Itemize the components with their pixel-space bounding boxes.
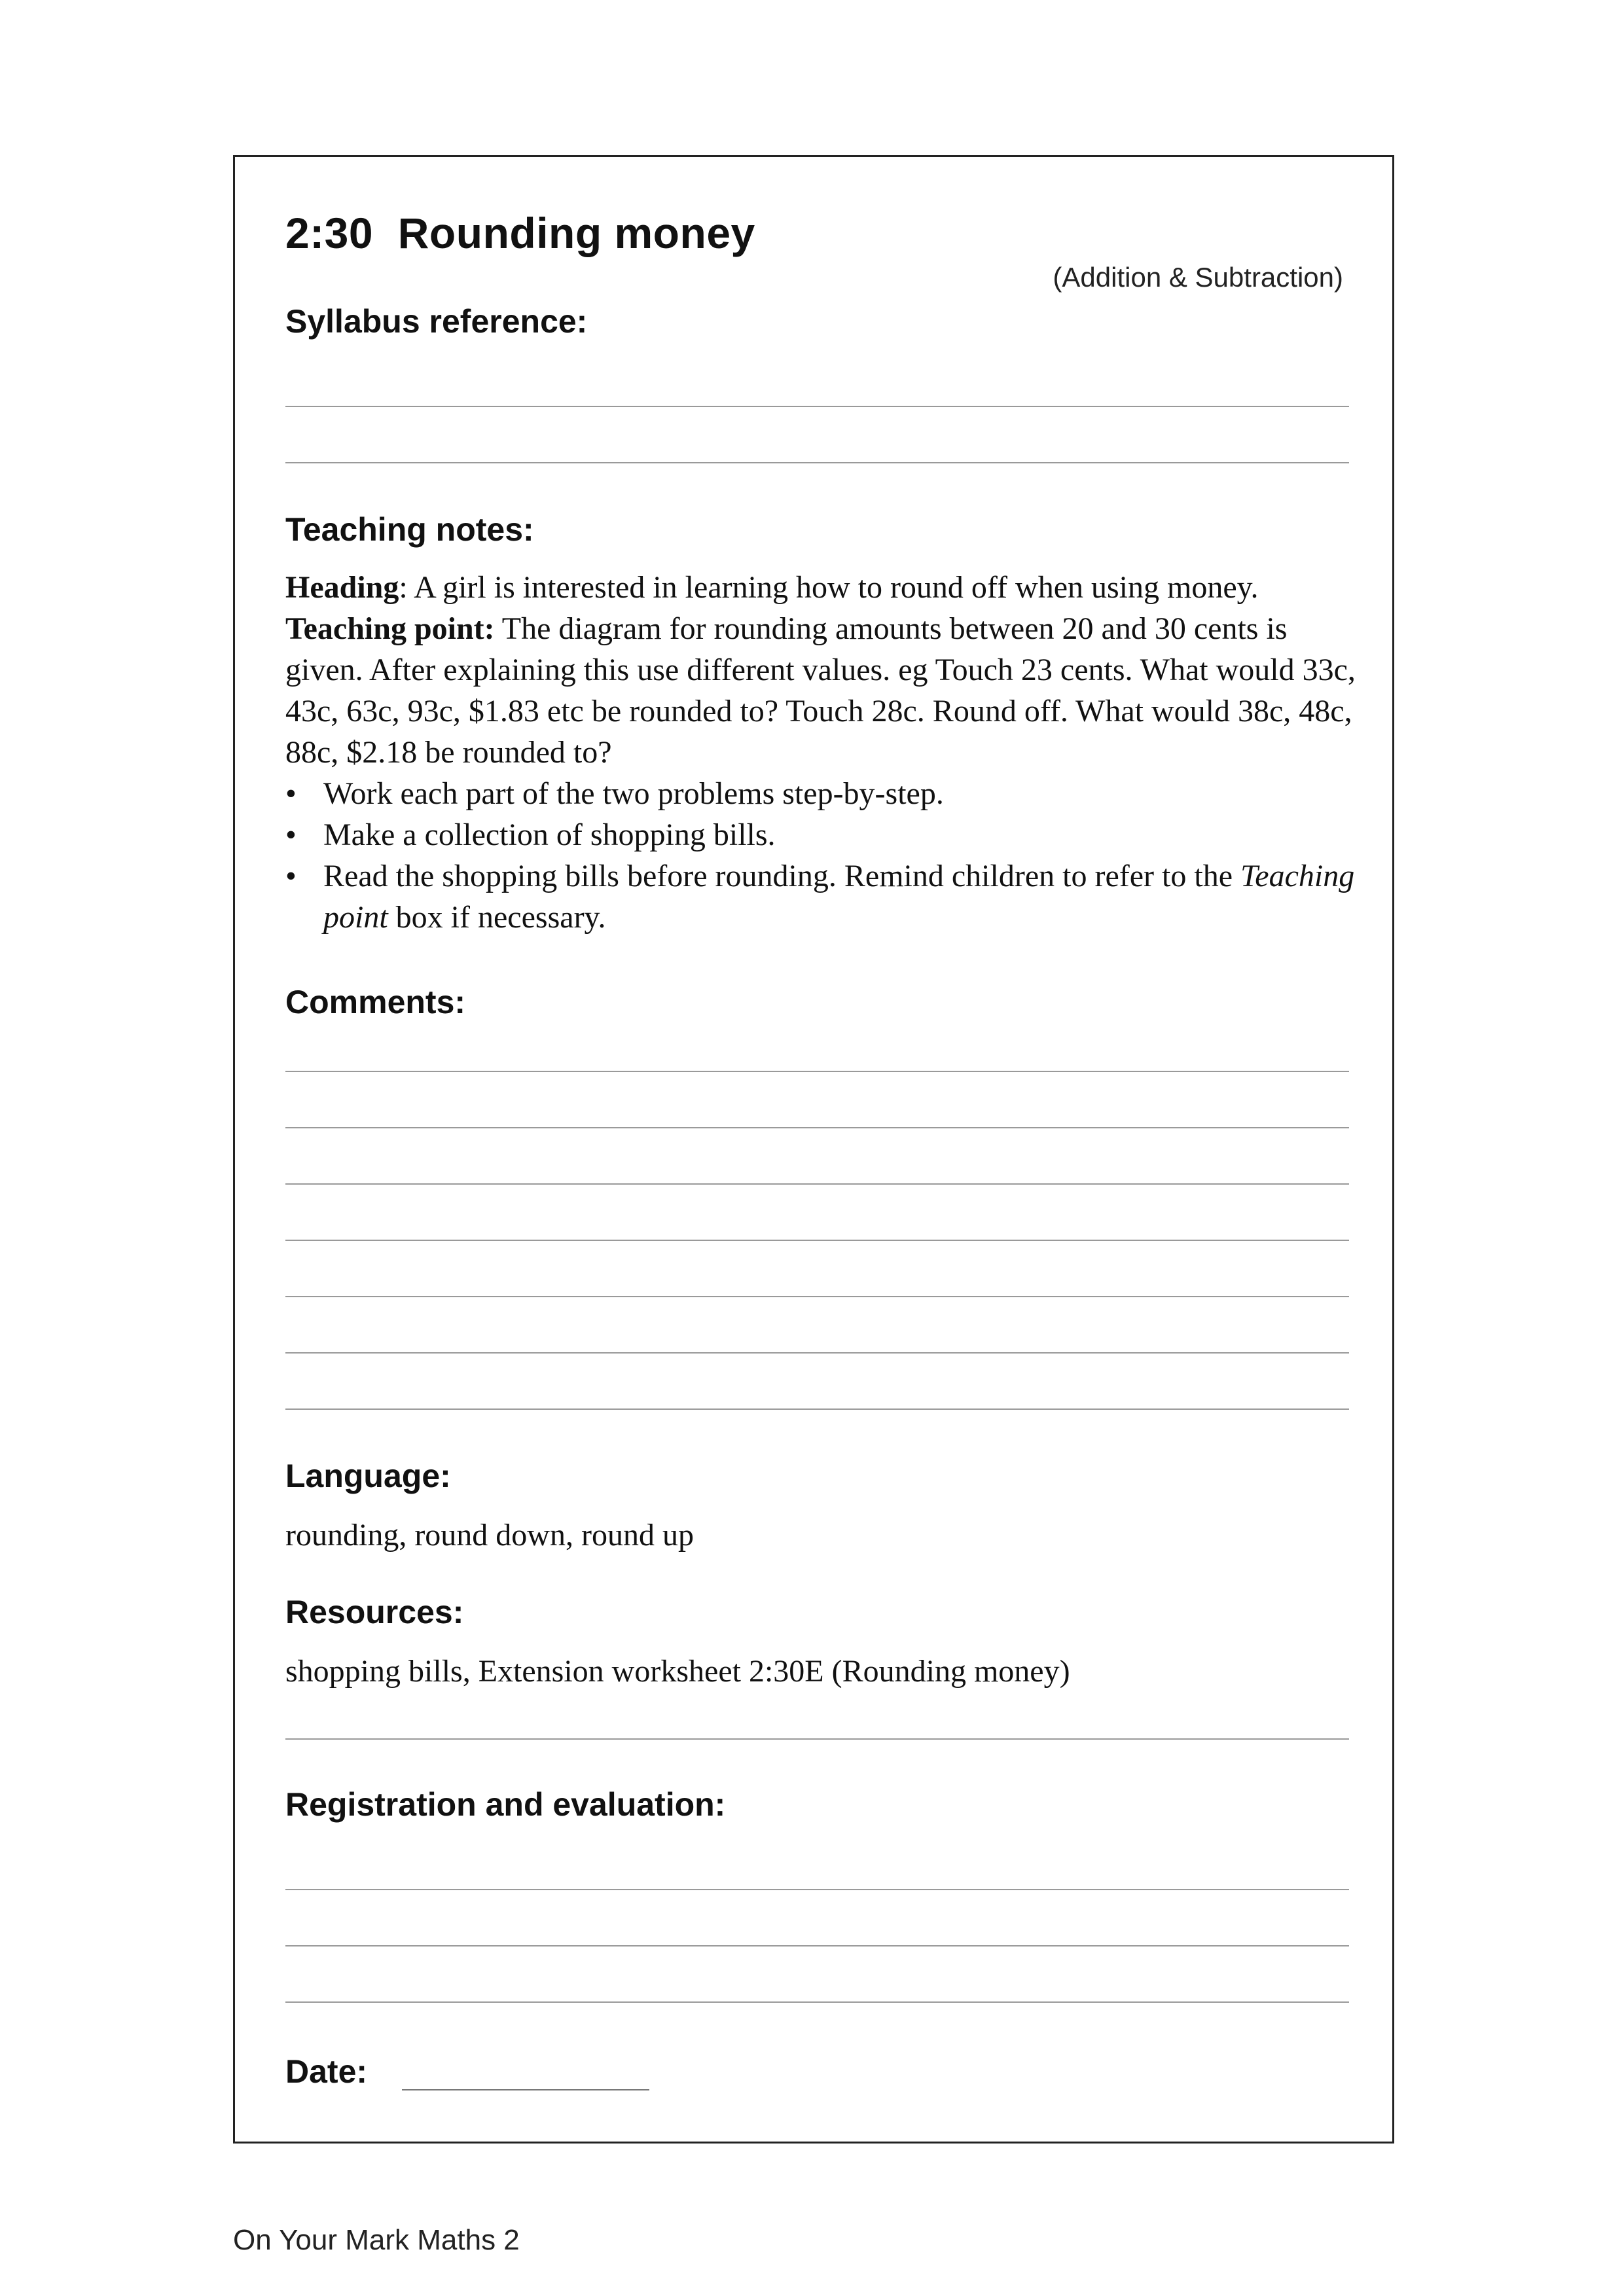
page-frame [233,155,1394,2144]
date-label: Date: [285,2053,368,2090]
heading-label: Heading [285,570,399,605]
registration-line [285,1889,1349,1890]
teaching-point-label: Teaching point: [285,611,495,646]
resources-text: shopping bills, Extension worksheet 2:30E (Rounding money) [285,1654,1070,1689]
heading-paragraph [285,567,1359,608]
teaching-notes-heading: Teaching notes: [285,511,534,548]
page-title: 2:30 Rounding money [285,209,755,257]
comment-line [285,1127,1349,1128]
list-item: • Make a collection of shopping bills. [285,814,1359,855]
date-line [402,2089,649,2090]
list-item: • Work each part of the two problems step-by-step. [285,773,1359,814]
registration-heading: Registration and evaluation: [285,1786,726,1823]
bullet-icon: • [285,776,297,811]
resources-line [285,1738,1349,1740]
footer-book-title: On Your Mark Maths 2 [233,2224,520,2256]
language-text: rounding, round down, round up [285,1518,694,1552]
teaching-point-text: The diagram for rounding amounts between 20 and 30 cents is given. After explaining this use different values. eg Touch 23 cents. What would 33c, 43c, 63c, 93c, $1.83 etc be rounded to? Touch 28c. Round off. What would 38c, 48c, 88c, $2.18 be rounded to? [285,611,1356,770]
language-heading: Language: [285,1458,451,1494]
heading-text: : A girl is interested in learning how to round off when using money. [399,570,1259,605]
strand-subtitle: (Addition & Subtraction) [1053,262,1343,293]
bullet-list [285,773,1359,938]
registration-line [285,1945,1349,1946]
comments-heading: Comments: [285,984,466,1020]
teaching-point-paragraph [285,608,1359,773]
syllabus-line-2 [285,462,1349,463]
resources-heading: Resources: [285,1594,464,1630]
registration-line [285,2001,1349,2003]
bullet-icon: • [285,859,297,893]
syllabus-heading: Syllabus reference: [285,303,588,340]
list-item: • Read the shopping bills before rounding. Remind children to refer to the Teaching point box if necessary. [285,855,1359,938]
comment-line [285,1296,1349,1297]
syllabus-line-1 [285,406,1349,407]
comment-line [285,1071,1349,1072]
comment-line [285,1240,1349,1241]
teaching-notes-body [285,567,1359,938]
bullet-icon: • [285,817,297,852]
teaching-point-ref: Teaching point [323,859,1355,935]
comment-line [285,1183,1349,1185]
comment-line [285,1408,1349,1410]
comment-line [285,1352,1349,1354]
